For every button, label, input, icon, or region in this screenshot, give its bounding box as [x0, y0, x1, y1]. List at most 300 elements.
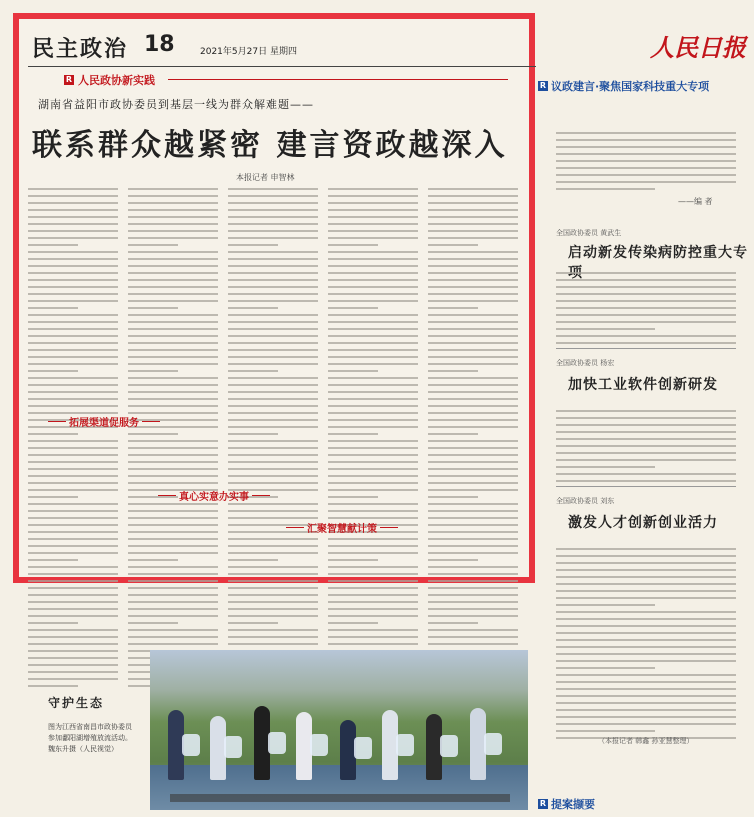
- subhead-3-text: 汇聚智慧献计策: [307, 524, 377, 535]
- text-line: [228, 433, 278, 435]
- text-line: [428, 258, 518, 260]
- text-line: [428, 251, 518, 253]
- text-line: [428, 615, 518, 617]
- text-line: [228, 321, 318, 323]
- text-line: [556, 328, 655, 330]
- photo-fish-bag: [354, 737, 372, 759]
- text-line: [328, 356, 418, 358]
- text-line: [228, 426, 318, 428]
- text-line: [556, 417, 736, 419]
- text-line: [128, 482, 218, 484]
- photo-fish-bag: [182, 734, 200, 756]
- text-line: [28, 573, 118, 575]
- text-line: [556, 431, 736, 433]
- text-line: [128, 524, 218, 526]
- text-line: [128, 454, 218, 456]
- text-line: [556, 618, 736, 620]
- text-line: [28, 328, 118, 330]
- text-line: [128, 391, 218, 393]
- text-line: [228, 601, 318, 603]
- text-line: [228, 419, 318, 421]
- text-line: [128, 545, 218, 547]
- text-line: [128, 601, 218, 603]
- text-line: [128, 475, 218, 477]
- text-line: [556, 723, 736, 725]
- text-line: [28, 258, 118, 260]
- item-2-text: [556, 410, 736, 487]
- text-line: [428, 496, 478, 498]
- text-line: [556, 660, 736, 662]
- text-line: [556, 153, 736, 155]
- text-line: [128, 552, 218, 554]
- text-line: [28, 342, 118, 344]
- article-headline: 联系群众越紧密 建言资政越深入: [32, 128, 508, 163]
- text-line: [228, 615, 318, 617]
- text-line: [328, 230, 418, 232]
- text-line: [556, 576, 736, 578]
- text-line: [428, 559, 478, 561]
- text-line: [128, 629, 218, 631]
- item-3-title: 激发人才创新创业活力: [568, 515, 718, 531]
- text-line: [428, 342, 518, 344]
- text-line: [428, 489, 518, 491]
- text-line: [128, 503, 218, 505]
- text-line: [428, 517, 518, 519]
- text-line: [228, 608, 318, 610]
- text-line: [556, 681, 736, 683]
- text-line: [28, 657, 118, 659]
- text-line: [28, 391, 118, 393]
- photo-fish-bag: [440, 735, 458, 757]
- text-line: [228, 461, 318, 463]
- text-line: [228, 237, 318, 239]
- text-line: [228, 300, 318, 302]
- text-line: [28, 447, 118, 449]
- text-line: [556, 632, 736, 634]
- text-line: [328, 559, 378, 561]
- text-line: [428, 524, 518, 526]
- text-line: [228, 377, 318, 379]
- editor-note-author: ——编 者: [678, 197, 713, 206]
- text-line: [428, 223, 518, 225]
- text-line: [128, 209, 218, 211]
- text-line: [328, 601, 418, 603]
- text-line: [228, 195, 318, 197]
- text-line: [428, 363, 518, 365]
- text-line: [328, 622, 378, 624]
- sidebar-rule-2: [556, 486, 736, 487]
- text-line: [328, 594, 418, 596]
- text-line: [428, 454, 518, 456]
- text-line: [328, 636, 418, 638]
- text-line: [28, 566, 118, 568]
- text-line: [228, 216, 318, 218]
- text-line: [228, 349, 318, 351]
- text-line: [428, 636, 518, 638]
- text-line: [228, 342, 318, 344]
- text-line: [128, 335, 218, 337]
- text-line: [428, 286, 518, 288]
- text-line: [28, 433, 78, 435]
- text-line: [128, 223, 218, 225]
- item-1-title: 启动新发传染病防控重大专项: [568, 245, 748, 281]
- text-line: [328, 293, 418, 295]
- text-line: [128, 188, 218, 190]
- text-line: [228, 293, 318, 295]
- text-line: [28, 202, 118, 204]
- text-line: [128, 643, 218, 645]
- text-line: [556, 702, 736, 704]
- text-line: [556, 438, 736, 440]
- text-line: [28, 405, 118, 407]
- text-line: [328, 433, 378, 435]
- text-line: [28, 685, 78, 687]
- text-line: [28, 468, 118, 470]
- text-line: [28, 272, 118, 274]
- text-line: [328, 265, 418, 267]
- text-line: [28, 510, 118, 512]
- text-line: [128, 349, 218, 351]
- text-line: [228, 202, 318, 204]
- text-line: [556, 555, 736, 557]
- text-line: [128, 363, 218, 365]
- text-line: [428, 601, 518, 603]
- item-3-label: 全国政协委员 刘东: [556, 497, 615, 505]
- text-line: [556, 188, 655, 190]
- text-line: [28, 237, 118, 239]
- text-line: [328, 573, 418, 575]
- text-line: [328, 426, 418, 428]
- text-line: [428, 510, 518, 512]
- text-line: [28, 223, 118, 225]
- text-line: [328, 461, 418, 463]
- text-line: [428, 307, 478, 309]
- text-line: [428, 461, 518, 463]
- text-line: [556, 688, 736, 690]
- text-line: [428, 216, 518, 218]
- text-line: [228, 223, 318, 225]
- text-line: [128, 433, 178, 435]
- text-line: [556, 459, 736, 461]
- text-line: [556, 167, 736, 169]
- text-line: [228, 391, 318, 393]
- text-line: [28, 475, 118, 477]
- text-line: [128, 342, 218, 344]
- text-line: [28, 489, 118, 491]
- bottom-r-icon: R: [539, 799, 547, 808]
- text-line: [556, 174, 736, 176]
- text-line: [428, 412, 518, 414]
- text-line: [328, 538, 418, 540]
- text-line: [328, 209, 418, 211]
- text-line: [128, 517, 218, 519]
- text-line: [28, 531, 118, 533]
- text-line: [428, 566, 518, 568]
- text-line: [556, 307, 736, 309]
- eco-caption: 图为江西省南昌市政协委员参加鄱阳湖增殖放流活动。魏东升摄（人民视觉）: [48, 723, 132, 753]
- text-line: [28, 587, 118, 589]
- text-line: [328, 258, 418, 260]
- text-line: [328, 314, 418, 316]
- text-line: [28, 349, 118, 351]
- text-line: [28, 440, 118, 442]
- text-line: [428, 468, 518, 470]
- text-line: [128, 251, 218, 253]
- text-line: [428, 440, 518, 442]
- text-line: [556, 342, 736, 344]
- text-line: [556, 473, 736, 475]
- text-line: [428, 293, 518, 295]
- text-line: [128, 328, 218, 330]
- text-line: [556, 716, 736, 718]
- text-line: [556, 667, 655, 669]
- section-title: 民主政治: [32, 36, 129, 62]
- text-line: [428, 321, 518, 323]
- text-line: [556, 709, 736, 711]
- text-line: [228, 314, 318, 316]
- text-line: [556, 604, 655, 606]
- text-line: [556, 424, 736, 426]
- text-line: [328, 566, 418, 568]
- text-line: [428, 188, 518, 190]
- text-line: [228, 447, 318, 449]
- text-line: [556, 160, 736, 162]
- text-line: [228, 587, 318, 589]
- text-line: [228, 251, 318, 253]
- text-line: [128, 237, 218, 239]
- text-line: [28, 671, 118, 673]
- text-line: [28, 636, 118, 638]
- text-line: [128, 384, 218, 386]
- text-line: [428, 279, 518, 281]
- text-line: [128, 244, 178, 246]
- text-line: [428, 230, 518, 232]
- subhead-1: [48, 414, 160, 429]
- text-line: [428, 545, 518, 547]
- text-line: [328, 244, 378, 246]
- text-line: [228, 468, 318, 470]
- text-line: [28, 650, 118, 652]
- text-line: [128, 321, 218, 323]
- text-line: [428, 405, 518, 407]
- text-line: [428, 482, 518, 484]
- text-line: [128, 594, 218, 596]
- photo-fish-release: [150, 650, 528, 810]
- text-line: [228, 279, 318, 281]
- text-line: [28, 300, 118, 302]
- text-line: [556, 445, 736, 447]
- text-line: [328, 629, 418, 631]
- sidebar-column-head: [538, 78, 709, 94]
- text-line: [128, 265, 218, 267]
- text-line: [128, 461, 218, 463]
- text-line: [328, 587, 418, 589]
- text-line: [556, 583, 736, 585]
- text-line: [128, 566, 218, 568]
- text-line: [28, 601, 118, 603]
- text-line: [128, 216, 218, 218]
- text-line: [28, 622, 78, 624]
- sidebar: [538, 78, 748, 811]
- text-line: [556, 272, 736, 274]
- text-line: [128, 573, 218, 575]
- text-line: [128, 356, 218, 358]
- text-line: [328, 510, 418, 512]
- text-line: [328, 377, 418, 379]
- text-line: [228, 328, 318, 330]
- text-line: [428, 503, 518, 505]
- text-line: [328, 202, 418, 204]
- bottom-column-head: [538, 796, 595, 812]
- text-line: [128, 468, 218, 470]
- text-line: [28, 503, 118, 505]
- text-line: [556, 625, 736, 627]
- text-line: [228, 538, 318, 540]
- text-line: [556, 279, 736, 281]
- text-line: [28, 363, 118, 365]
- text-line: [128, 314, 218, 316]
- text-line: [128, 195, 218, 197]
- text-line: [428, 202, 518, 204]
- photo-fish-bag: [396, 734, 414, 756]
- intro-text: [556, 132, 736, 195]
- sidebar-r-icon: R: [539, 81, 547, 90]
- body-column-5: [428, 188, 518, 573]
- text-line: [328, 482, 418, 484]
- text-line: [428, 209, 518, 211]
- text-line: [28, 307, 78, 309]
- text-line: [328, 545, 418, 547]
- column-r-icon: R: [65, 75, 73, 84]
- text-line: [428, 475, 518, 477]
- item-2-title: 加快工业软件创新研发: [568, 377, 718, 393]
- subhead-3: [286, 520, 398, 535]
- text-line: [428, 629, 518, 631]
- issue-date: 2021年5月27日 星期四: [200, 47, 297, 57]
- text-line: [28, 398, 118, 400]
- article-byline: 本报记者 申智林: [236, 173, 295, 182]
- text-line: [428, 349, 518, 351]
- sidebar-column-label: 议政建言·聚焦国家科技重大专项: [551, 80, 710, 93]
- text-line: [328, 328, 418, 330]
- text-line: [228, 510, 318, 512]
- sidebar-rule-1: [556, 348, 736, 349]
- text-line: [328, 489, 418, 491]
- text-line: [328, 496, 378, 498]
- text-line: [228, 622, 278, 624]
- body-column-1: [28, 188, 118, 573]
- text-line: [28, 629, 118, 631]
- text-line: [428, 335, 518, 337]
- text-line: [128, 447, 218, 449]
- text-line: [428, 608, 518, 610]
- text-line: [328, 440, 418, 442]
- text-line: [228, 629, 318, 631]
- text-line: [556, 597, 736, 599]
- text-line: [556, 300, 736, 302]
- text-line: [128, 587, 218, 589]
- subhead-2: [158, 488, 270, 503]
- text-line: [128, 279, 218, 281]
- text-line: [28, 461, 118, 463]
- text-line: [228, 503, 318, 505]
- text-line: [228, 412, 318, 414]
- text-line: [28, 370, 78, 372]
- text-line: [556, 335, 736, 337]
- text-line: [228, 307, 278, 309]
- bottom-column-label: 提案撷要: [551, 798, 595, 811]
- text-line: [428, 328, 518, 330]
- text-line: [28, 580, 118, 582]
- text-line: [428, 356, 518, 358]
- text-line: [28, 454, 118, 456]
- text-line: [556, 293, 736, 295]
- item-1-text: [556, 272, 736, 349]
- text-line: [28, 265, 118, 267]
- text-line: [28, 594, 118, 596]
- text-line: [228, 580, 318, 582]
- text-line: [428, 370, 478, 372]
- subhead-1-text: 拓展渠道促服务: [69, 418, 139, 429]
- text-line: [328, 552, 418, 554]
- text-line: [328, 335, 418, 337]
- subhead-2-text: 真心实意办实事: [179, 492, 249, 503]
- text-line: [28, 335, 118, 337]
- text-line: [556, 466, 655, 468]
- text-line: [328, 342, 418, 344]
- text-line: [28, 524, 118, 526]
- text-line: [556, 611, 736, 613]
- text-line: [428, 531, 518, 533]
- text-line: [328, 412, 418, 414]
- text-line: [328, 195, 418, 197]
- item-1-label: 全国政协委员 黄武生: [556, 229, 622, 237]
- text-line: [28, 517, 118, 519]
- text-line: [428, 398, 518, 400]
- eco-title: 守护生态: [48, 696, 105, 710]
- text-line: [228, 559, 278, 561]
- text-line: [328, 643, 418, 645]
- text-line: [228, 384, 318, 386]
- text-line: [28, 209, 118, 211]
- text-line: [28, 188, 118, 190]
- photo-fish-bag: [310, 734, 328, 756]
- text-line: [128, 286, 218, 288]
- text-line: [556, 286, 736, 288]
- text-line: [556, 695, 736, 697]
- text-line: [128, 405, 218, 407]
- text-line: [28, 377, 118, 379]
- text-line: [328, 398, 418, 400]
- text-line: [228, 545, 318, 547]
- text-line: [228, 552, 318, 554]
- text-line: [228, 286, 318, 288]
- text-line: [28, 552, 118, 554]
- text-line: [128, 636, 218, 638]
- text-line: [556, 146, 736, 148]
- text-line: [128, 293, 218, 295]
- text-line: [128, 538, 218, 540]
- text-line: [428, 447, 518, 449]
- text-line: [328, 188, 418, 190]
- text-line: [228, 188, 318, 190]
- text-line: [556, 653, 736, 655]
- text-line: [556, 590, 736, 592]
- text-line: [328, 454, 418, 456]
- text-line: [328, 300, 418, 302]
- text-line: [228, 482, 318, 484]
- text-line: [556, 452, 736, 454]
